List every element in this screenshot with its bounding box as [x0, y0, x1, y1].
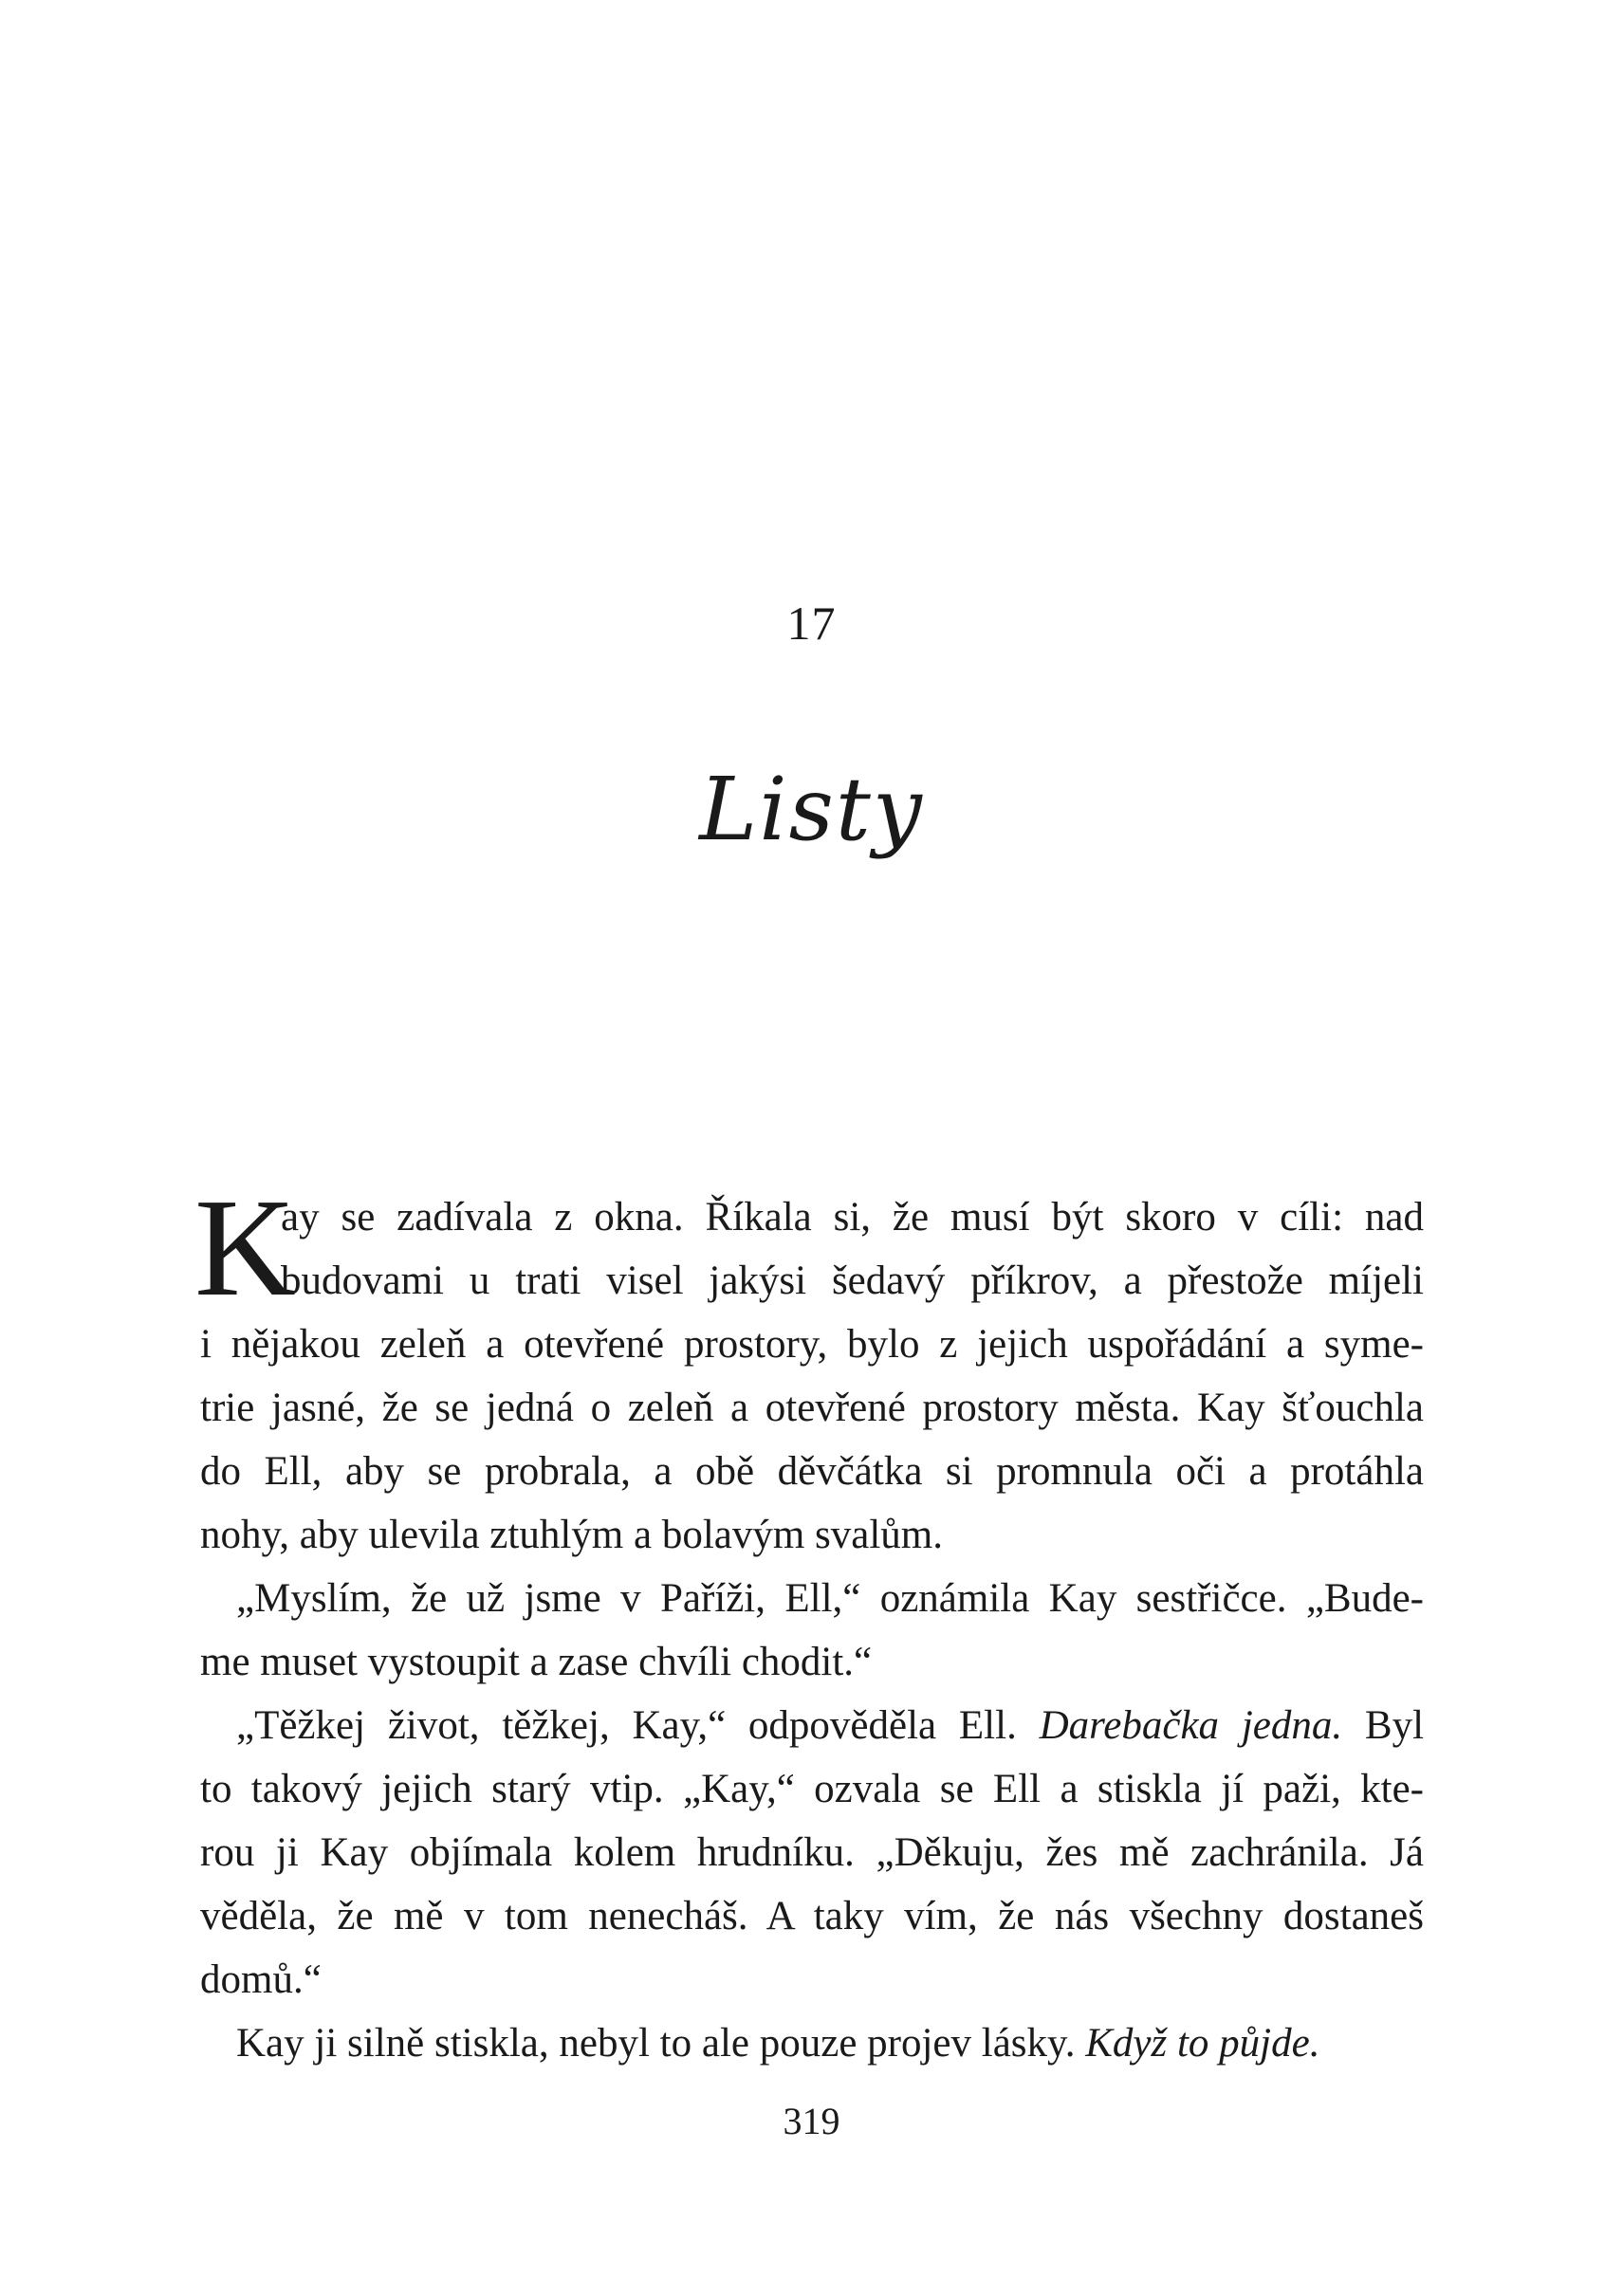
- text-line: „Myslím, že už jsme v Paříži, Ell,“ oznámila Kay sestřičce. „Bude-: [236, 1576, 1424, 1621]
- chapter-number: 17: [786, 597, 837, 650]
- text-line: me muset vystoupit a zase chvíli chodit.“: [200, 1640, 873, 1684]
- text-line: ay se zadívala z okna. Říkala si, že musí být skoro v cíli: nad: [281, 1195, 1424, 1240]
- text-line: [200, 1694, 1424, 1757]
- text-line: trie jasné, že se jedná o zeleň a otevřené prostory města. Kay šťouchla: [200, 1386, 1424, 1430]
- text-line: i nějakou zeleň a otevřené prostory, bylo z jejich uspořádání a syme-: [200, 1322, 1424, 1367]
- text-line: nohy, aby ulevila ztuhlým a bolavým svalům.: [200, 1513, 944, 1557]
- text-line: věděla, že mě v tom nenecháš. A taky vím, že nás všechny dostaneš: [200, 1894, 1424, 1938]
- drop-cap: K: [194, 1170, 296, 1326]
- italic-text: Darebačka jedna.: [1039, 1703, 1343, 1748]
- text-segment: „Těžkej život, těžkej, Kay,“ odpověděla Ell.: [236, 1703, 1017, 1748]
- page-number: 319: [783, 2100, 840, 2142]
- chapter-title: Listy: [699, 759, 924, 860]
- text-line: domů.“: [200, 1957, 322, 2002]
- text-line: budovami u trati visel jakýsi šedavý příkrov, a přestože míjeli: [281, 1258, 1424, 1303]
- text-line: rou ji Kay objímala kolem hrudníku. „Děkuju, žes mě zachránila. Já: [200, 1830, 1424, 1875]
- italic-text: Když to půjde.: [1085, 2021, 1320, 2066]
- text-line: do Ell, aby se probrala, a obě děvčátka si promnula oči a protáhla: [200, 1449, 1424, 1494]
- text-line: to takový jejich starý vtip. „Kay,“ ozvala se Ell a stiskla jí paži, kte-: [200, 1767, 1424, 1811]
- text-segment: Kay ji silně stiskla, nebyl to ale pouze projev lásky.: [236, 2021, 1076, 2066]
- body-text: [194, 1170, 1425, 2075]
- text-line: [200, 2011, 1424, 2075]
- text-segment: Byl: [1364, 1703, 1425, 1748]
